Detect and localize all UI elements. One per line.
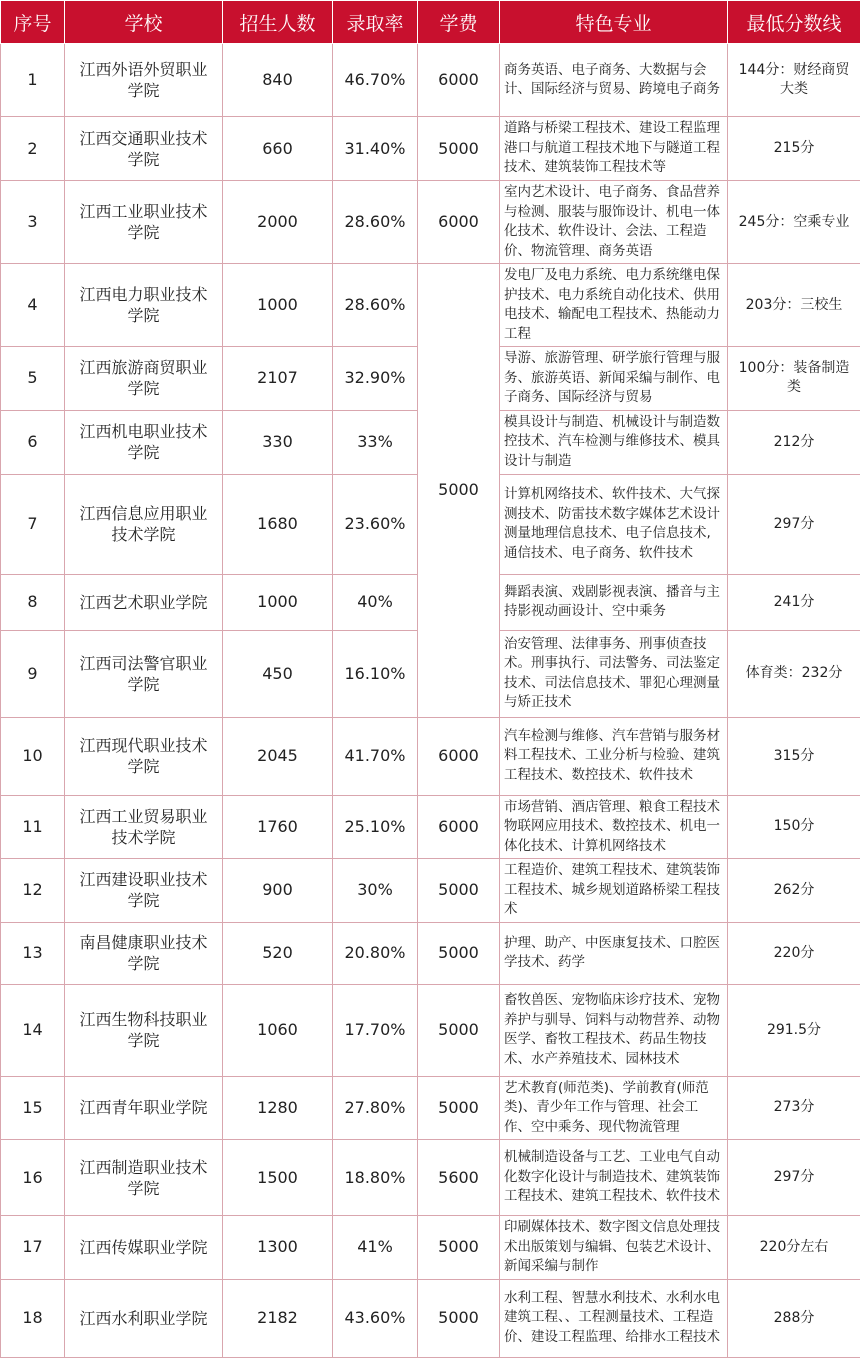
table-row (1, 181, 860, 264)
enroll-count: 1680 (223, 474, 333, 574)
enroll-count: 660 (223, 117, 333, 181)
header-school: 学校 (65, 1, 223, 44)
row-no: 6 (1, 410, 65, 474)
admission-rate: 30% (333, 859, 418, 923)
min-score: 297分 (728, 1140, 860, 1216)
header-count: 招生人数 (223, 1, 333, 44)
tuition-fee: 5000 (418, 922, 500, 984)
min-score: 220分 (728, 922, 860, 984)
table-row (1, 795, 860, 859)
school-name: 江西建设职业技术学院 (65, 859, 223, 923)
table-row (1, 717, 860, 795)
min-score: 245分：空乘专业 (728, 181, 860, 264)
featured-majors: 计算机网络技术、软件技术、大气探测技术、防雷技术数字媒体艺术设计测量地理信息技术、电子信息技术,通信技术、电子商务、软件技术 (500, 474, 728, 574)
enroll-count: 330 (223, 410, 333, 474)
featured-majors: 道路与桥梁工程技术、建设工程监理港口与航道工程技术地下与隧道工程技术、建筑装饰工程技术等 (500, 117, 728, 181)
school-name: 江西工业贸易职业技术学院 (65, 795, 223, 859)
admission-rate: 18.80% (333, 1140, 418, 1216)
admission-rate: 23.60% (333, 474, 418, 574)
school-name: 江西生物科技职业学院 (65, 984, 223, 1076)
featured-majors: 商务英语、电子商务、大数据与会计、国际经济与贸易、跨境电子商务 (500, 44, 728, 117)
enroll-count: 2107 (223, 347, 333, 411)
row-no: 2 (1, 117, 65, 181)
min-score: 100分：装备制造类 (728, 347, 860, 411)
min-score: 291.5分 (728, 984, 860, 1076)
school-name: 江西制造职业技术学院 (65, 1140, 223, 1216)
tuition-fee: 5000 (418, 1076, 500, 1140)
row-no: 11 (1, 795, 65, 859)
row-no: 15 (1, 1076, 65, 1140)
school-name: 江西交通职业技术学院 (65, 117, 223, 181)
featured-majors: 工程造价、建筑工程技术、建筑装饰工程技术、城乡规划道路桥梁工程技术 (500, 859, 728, 923)
school-name: 江西电力职业技术学院 (65, 264, 223, 347)
enroll-count: 450 (223, 630, 333, 717)
row-no: 5 (1, 347, 65, 411)
school-name: 江西信息应用职业技术学院 (65, 474, 223, 574)
table-row (1, 1140, 860, 1216)
enroll-count: 840 (223, 44, 333, 117)
enroll-count: 1000 (223, 574, 333, 630)
admission-rate: 32.90% (333, 347, 418, 411)
school-name: 江西外语外贸职业学院 (65, 44, 223, 117)
featured-majors: 印刷媒体技术、数字图文信息处理技术出版策划与编辑、包装艺术设计、新闻采编与制作 (500, 1216, 728, 1280)
tuition-fee: 5000 (418, 1216, 500, 1280)
min-score: 215分 (728, 117, 860, 181)
school-name: 江西水利职业学院 (65, 1279, 223, 1357)
featured-majors: 畜牧兽医、宠物临床诊疗技术、宠物养护与驯导、饲料与动物营养、动物医学、畜牧工程技术、药品生物技术、水产养殖技术、园林技术 (500, 984, 728, 1076)
row-no: 1 (1, 44, 65, 117)
row-no: 7 (1, 474, 65, 574)
tuition-fee: 5000 (418, 859, 500, 923)
enroll-count: 2000 (223, 181, 333, 264)
admission-rate: 20.80% (333, 922, 418, 984)
table-row (1, 117, 860, 181)
admission-rate: 40% (333, 574, 418, 630)
featured-majors: 发电厂及电力系统、电力系统继电保护技术、电力系统自动化技术、供用电技术、输配电工程技术、热能动力工程 (500, 264, 728, 347)
min-score: 315分 (728, 717, 860, 795)
admission-rate: 46.70% (333, 44, 418, 117)
table-row (1, 44, 860, 117)
enroll-count: 2045 (223, 717, 333, 795)
school-name: 江西旅游商贸职业学院 (65, 347, 223, 411)
table-row (1, 922, 860, 984)
featured-majors: 艺术教育(师范类)、学前教育(师范类)、青少年工作与管理、社会工作、空中乘务、现代物流管理 (500, 1076, 728, 1140)
table-row (1, 859, 860, 923)
admission-rate: 28.60% (333, 181, 418, 264)
featured-majors: 室内艺术设计、电子商务、食品营养与检测、服装与服饰设计、机电一体化技术、软件设计、会法、工程造价、物流管理、商务英语 (500, 181, 728, 264)
enroll-count: 1000 (223, 264, 333, 347)
row-no: 12 (1, 859, 65, 923)
row-no: 18 (1, 1279, 65, 1357)
school-name: 南昌健康职业技术学院 (65, 922, 223, 984)
tuition-fee: 6000 (418, 795, 500, 859)
featured-majors: 模具设计与制造、机械设计与制造数控技术、汽车检测与维修技术、模具设计与制造 (500, 410, 728, 474)
min-score: 262分 (728, 859, 860, 923)
tuition-fee: 5000 (418, 1279, 500, 1357)
admission-rate: 41.70% (333, 717, 418, 795)
school-name: 江西司法警官职业学院 (65, 630, 223, 717)
row-no: 9 (1, 630, 65, 717)
row-no: 14 (1, 984, 65, 1076)
row-no: 16 (1, 1140, 65, 1216)
admission-rate: 17.70% (333, 984, 418, 1076)
table-row (1, 1279, 860, 1357)
enroll-count: 1500 (223, 1140, 333, 1216)
row-no: 8 (1, 574, 65, 630)
featured-majors: 汽车检测与维修、汽车营销与服务材料工程技术、工业分析与检验、建筑工程技术、数控技术、软件技术 (500, 717, 728, 795)
enroll-count: 1280 (223, 1076, 333, 1140)
admission-rate: 28.60% (333, 264, 418, 347)
min-score: 241分 (728, 574, 860, 630)
tuition-fee-merged: 5000 (418, 264, 500, 718)
table-row (1, 984, 860, 1076)
header-score: 最低分数线 (728, 1, 860, 44)
min-score: 273分 (728, 1076, 860, 1140)
admission-rate: 31.40% (333, 117, 418, 181)
header-majors: 特色专业 (500, 1, 728, 44)
row-no: 13 (1, 922, 65, 984)
featured-majors: 治安管理、法律事务、刑事侦查技术。刑事执行、司法警务、司法鉴定技术、司法信息技术、罪犯心理测量与矫正技术 (500, 630, 728, 717)
tuition-fee: 5000 (418, 117, 500, 181)
min-score: 203分：三校生 (728, 264, 860, 347)
enroll-count: 520 (223, 922, 333, 984)
admission-rate: 43.60% (333, 1279, 418, 1357)
min-score: 体育类：232分 (728, 630, 860, 717)
featured-majors: 导游、旅游管理、研学旅行管理与服务、旅游英语、新闻采编与制作、电子商务、国际经济与贸易 (500, 347, 728, 411)
table-row (1, 264, 860, 347)
enroll-count: 2182 (223, 1279, 333, 1357)
min-score: 212分 (728, 410, 860, 474)
row-no: 3 (1, 181, 65, 264)
admission-rate: 41% (333, 1216, 418, 1280)
featured-majors: 机械制造设备与工艺、工业电气自动化数字化设计与制造技术、建筑装饰工程技术、建筑工程技术、软件技术 (500, 1140, 728, 1216)
featured-majors: 市场营销、酒店管理、粮食工程技术物联网应用技术、数控技术、机电一体化技术、计算机网络技术 (500, 795, 728, 859)
featured-majors: 水利工程、智慧水利技术、水利水电建筑工程、、工程测量技术、工程造价、建设工程监理、给排水工程技术 (500, 1279, 728, 1357)
row-no: 4 (1, 264, 65, 347)
enroll-count: 1300 (223, 1216, 333, 1280)
school-name: 江西机电职业技术学院 (65, 410, 223, 474)
tuition-fee: 6000 (418, 717, 500, 795)
admission-rate: 27.80% (333, 1076, 418, 1140)
header-no: 序号 (1, 1, 65, 44)
header-fee: 学费 (418, 1, 500, 44)
tuition-fee: 6000 (418, 181, 500, 264)
enroll-count: 1060 (223, 984, 333, 1076)
featured-majors: 护理、助产、中医康复技术、口腔医学技术、药学 (500, 922, 728, 984)
admission-rate: 16.10% (333, 630, 418, 717)
tuition-fee: 5600 (418, 1140, 500, 1216)
header-rate: 录取率 (333, 1, 418, 44)
enroll-count: 900 (223, 859, 333, 923)
school-name: 江西传媒职业学院 (65, 1216, 223, 1280)
min-score: 144分：财经商贸大类 (728, 44, 860, 117)
min-score: 150分 (728, 795, 860, 859)
school-name: 江西艺术职业学院 (65, 574, 223, 630)
admission-rate: 33% (333, 410, 418, 474)
table-row (1, 1076, 860, 1140)
table-row (1, 1216, 860, 1280)
row-no: 10 (1, 717, 65, 795)
admission-rate: 25.10% (333, 795, 418, 859)
min-score: 288分 (728, 1279, 860, 1357)
enroll-count: 1760 (223, 795, 333, 859)
school-name: 江西青年职业学院 (65, 1076, 223, 1140)
min-score: 297分 (728, 474, 860, 574)
header-row (1, 1, 860, 44)
school-name: 江西现代职业技术学院 (65, 717, 223, 795)
tuition-fee: 6000 (418, 44, 500, 117)
featured-majors: 舞蹈表演、戏剧影视表演、播音与主持影视动画设计、空中乘务 (500, 574, 728, 630)
tuition-fee: 5000 (418, 984, 500, 1076)
row-no: 17 (1, 1216, 65, 1280)
min-score: 220分左右 (728, 1216, 860, 1280)
school-name: 江西工业职业技术学院 (65, 181, 223, 264)
